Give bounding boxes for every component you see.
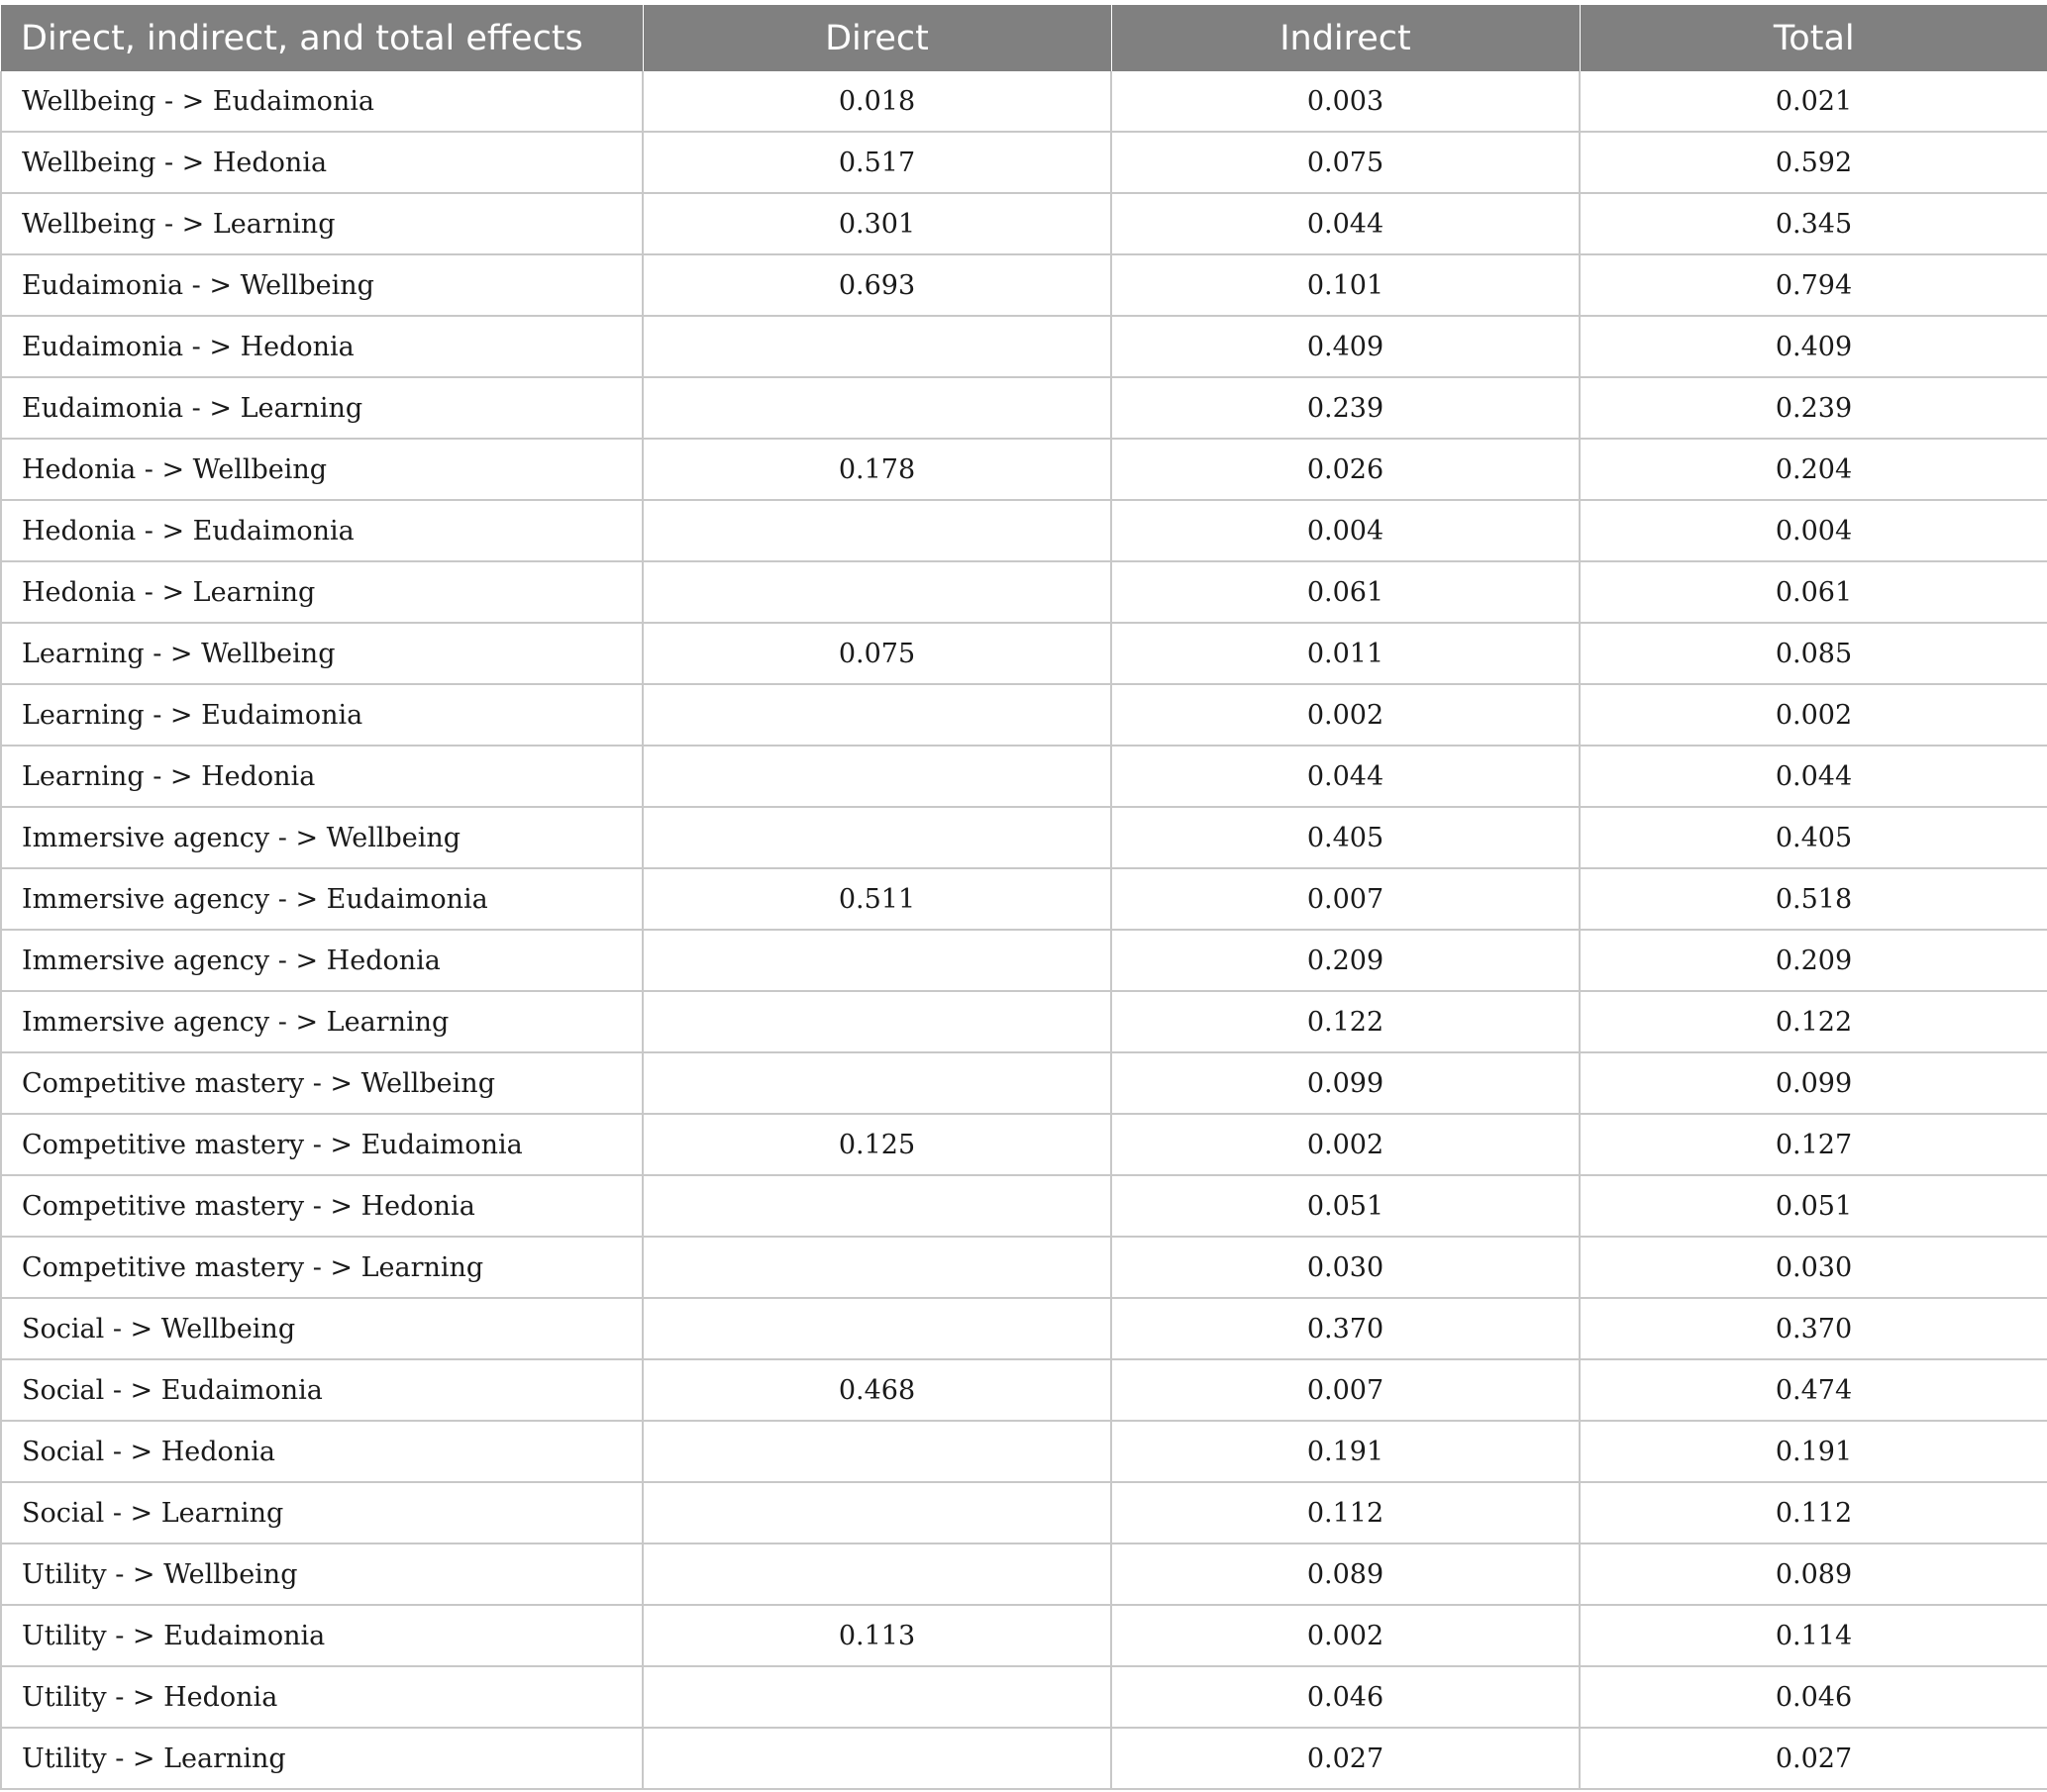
table-header (1, 5, 2047, 71)
header-indirect: Indirect (1111, 5, 1580, 71)
total-cell: 0.345 (1580, 193, 2047, 254)
indirect-cell: 0.007 (1111, 1359, 1580, 1421)
indirect-cell: 0.003 (1111, 71, 1580, 132)
direct-cell: 0.125 (643, 1114, 1111, 1175)
effect-path-cell: Immersive agency - > Wellbeing (1, 807, 643, 868)
header-total: Total (1580, 5, 2047, 71)
effect-path-cell: Learning - > Hedonia (1, 746, 643, 807)
total-cell: 0.122 (1580, 991, 2047, 1052)
total-cell: 0.114 (1580, 1605, 2047, 1666)
table-row (1, 193, 2047, 254)
effect-path-cell: Social - > Hedonia (1, 1421, 643, 1482)
total-cell: 0.089 (1580, 1543, 2047, 1605)
total-cell: 0.051 (1580, 1175, 2047, 1237)
effect-path-cell: Wellbeing - > Hedonia (1, 132, 643, 193)
direct-cell: 0.301 (643, 193, 1111, 254)
total-cell: 0.044 (1580, 746, 2047, 807)
indirect-cell: 0.011 (1111, 623, 1580, 684)
total-cell: 0.405 (1580, 807, 2047, 868)
direct-cell (643, 500, 1111, 561)
indirect-cell: 0.370 (1111, 1298, 1580, 1359)
table-row (1, 377, 2047, 439)
total-cell: 0.191 (1580, 1421, 2047, 1482)
indirect-cell: 0.409 (1111, 316, 1580, 377)
header-effects: Direct, indirect, and total effects (1, 5, 643, 71)
indirect-cell: 0.191 (1111, 1421, 1580, 1482)
direct-cell (643, 1543, 1111, 1605)
direct-cell (643, 1237, 1111, 1298)
indirect-cell: 0.099 (1111, 1052, 1580, 1114)
effect-path-cell: Learning - > Wellbeing (1, 623, 643, 684)
direct-cell (643, 684, 1111, 746)
indirect-cell: 0.239 (1111, 377, 1580, 439)
total-cell: 0.474 (1580, 1359, 2047, 1421)
effect-path-cell: Social - > Wellbeing (1, 1298, 643, 1359)
effect-path-cell: Competitive mastery - > Hedonia (1, 1175, 643, 1237)
direct-cell (643, 1421, 1111, 1482)
effect-path-cell: Competitive mastery - > Wellbeing (1, 1052, 643, 1114)
table-row (1, 439, 2047, 500)
table-row (1, 684, 2047, 746)
table-row (1, 868, 2047, 930)
indirect-cell: 0.002 (1111, 684, 1580, 746)
direct-cell (643, 930, 1111, 991)
table-row (1, 1543, 2047, 1605)
table-row (1, 500, 2047, 561)
indirect-cell: 0.026 (1111, 439, 1580, 500)
direct-cell (643, 991, 1111, 1052)
indirect-cell: 0.075 (1111, 132, 1580, 193)
total-cell: 0.002 (1580, 684, 2047, 746)
direct-cell: 0.113 (643, 1605, 1111, 1666)
effect-path-cell: Wellbeing - > Eudaimonia (1, 71, 643, 132)
table-row (1, 1052, 2047, 1114)
table-row (1, 71, 2047, 132)
table-row (1, 623, 2047, 684)
total-cell: 0.046 (1580, 1666, 2047, 1728)
direct-cell (643, 1666, 1111, 1728)
total-cell: 0.518 (1580, 868, 2047, 930)
table-row (1, 1237, 2047, 1298)
total-cell: 0.085 (1580, 623, 2047, 684)
indirect-cell: 0.046 (1111, 1666, 1580, 1728)
direct-cell (643, 1052, 1111, 1114)
total-cell: 0.004 (1580, 500, 2047, 561)
direct-cell (643, 807, 1111, 868)
direct-cell: 0.018 (643, 71, 1111, 132)
table-row (1, 561, 2047, 623)
table-row (1, 1175, 2047, 1237)
indirect-cell: 0.051 (1111, 1175, 1580, 1237)
table-row (1, 1298, 2047, 1359)
direct-cell (643, 1482, 1111, 1543)
table-row (1, 746, 2047, 807)
table-row (1, 1421, 2047, 1482)
effect-path-cell: Competitive mastery - > Eudaimonia (1, 1114, 643, 1175)
direct-cell (643, 561, 1111, 623)
table-row (1, 1114, 2047, 1175)
indirect-cell: 0.405 (1111, 807, 1580, 868)
indirect-cell: 0.007 (1111, 868, 1580, 930)
effect-path-cell: Competitive mastery - > Learning (1, 1237, 643, 1298)
table-row (1, 316, 2047, 377)
total-cell: 0.112 (1580, 1482, 2047, 1543)
effect-path-cell: Utility - > Eudaimonia (1, 1605, 643, 1666)
effect-path-cell: Immersive agency - > Hedonia (1, 930, 643, 991)
total-cell: 0.127 (1580, 1114, 2047, 1175)
total-cell: 0.592 (1580, 132, 2047, 193)
indirect-cell: 0.004 (1111, 500, 1580, 561)
total-cell: 0.021 (1580, 71, 2047, 132)
total-cell: 0.061 (1580, 561, 2047, 623)
table-row (1, 132, 2047, 193)
total-cell: 0.030 (1580, 1237, 2047, 1298)
indirect-cell: 0.101 (1111, 254, 1580, 316)
effects-table (0, 5, 2047, 1790)
table-row (1, 991, 2047, 1052)
effect-path-cell: Eudaimonia - > Learning (1, 377, 643, 439)
total-cell: 0.099 (1580, 1052, 2047, 1114)
total-cell: 0.209 (1580, 930, 2047, 991)
indirect-cell: 0.044 (1111, 746, 1580, 807)
effect-path-cell: Social - > Eudaimonia (1, 1359, 643, 1421)
effect-path-cell: Immersive agency - > Eudaimonia (1, 868, 643, 930)
direct-cell (643, 1298, 1111, 1359)
indirect-cell: 0.044 (1111, 193, 1580, 254)
total-cell: 0.204 (1580, 439, 2047, 500)
indirect-cell: 0.122 (1111, 991, 1580, 1052)
indirect-cell: 0.209 (1111, 930, 1580, 991)
table-row (1, 930, 2047, 991)
effect-path-cell: Hedonia - > Learning (1, 561, 643, 623)
direct-cell: 0.693 (643, 254, 1111, 316)
direct-cell: 0.178 (643, 439, 1111, 500)
total-cell: 0.027 (1580, 1728, 2047, 1789)
direct-cell: 0.075 (643, 623, 1111, 684)
effect-path-cell: Immersive agency - > Learning (1, 991, 643, 1052)
effect-path-cell: Eudaimonia - > Hedonia (1, 316, 643, 377)
table-row (1, 254, 2047, 316)
table-row (1, 1359, 2047, 1421)
header-row (1, 5, 2047, 71)
direct-cell (643, 316, 1111, 377)
indirect-cell: 0.002 (1111, 1114, 1580, 1175)
indirect-cell: 0.030 (1111, 1237, 1580, 1298)
direct-cell: 0.511 (643, 868, 1111, 930)
effect-path-cell: Wellbeing - > Learning (1, 193, 643, 254)
table-row (1, 1605, 2047, 1666)
indirect-cell: 0.027 (1111, 1728, 1580, 1789)
table-row (1, 1666, 2047, 1728)
effect-path-cell: Learning - > Eudaimonia (1, 684, 643, 746)
total-cell: 0.370 (1580, 1298, 2047, 1359)
table-row (1, 807, 2047, 868)
effects-table-container (0, 5, 2047, 1790)
header-direct: Direct (643, 5, 1111, 71)
effect-path-cell: Social - > Learning (1, 1482, 643, 1543)
effect-path-cell: Hedonia - > Eudaimonia (1, 500, 643, 561)
total-cell: 0.794 (1580, 254, 2047, 316)
direct-cell: 0.517 (643, 132, 1111, 193)
table-body (1, 71, 2047, 1789)
total-cell: 0.239 (1580, 377, 2047, 439)
direct-cell (643, 377, 1111, 439)
effect-path-cell: Hedonia - > Wellbeing (1, 439, 643, 500)
indirect-cell: 0.112 (1111, 1482, 1580, 1543)
effect-path-cell: Utility - > Hedonia (1, 1666, 643, 1728)
effect-path-cell: Utility - > Wellbeing (1, 1543, 643, 1605)
direct-cell (643, 1175, 1111, 1237)
direct-cell (643, 1728, 1111, 1789)
total-cell: 0.409 (1580, 316, 2047, 377)
direct-cell (643, 746, 1111, 807)
effect-path-cell: Eudaimonia - > Wellbeing (1, 254, 643, 316)
indirect-cell: 0.061 (1111, 561, 1580, 623)
indirect-cell: 0.089 (1111, 1543, 1580, 1605)
effect-path-cell: Utility - > Learning (1, 1728, 643, 1789)
direct-cell: 0.468 (643, 1359, 1111, 1421)
indirect-cell: 0.002 (1111, 1605, 1580, 1666)
table-row (1, 1482, 2047, 1543)
table-row (1, 1728, 2047, 1789)
